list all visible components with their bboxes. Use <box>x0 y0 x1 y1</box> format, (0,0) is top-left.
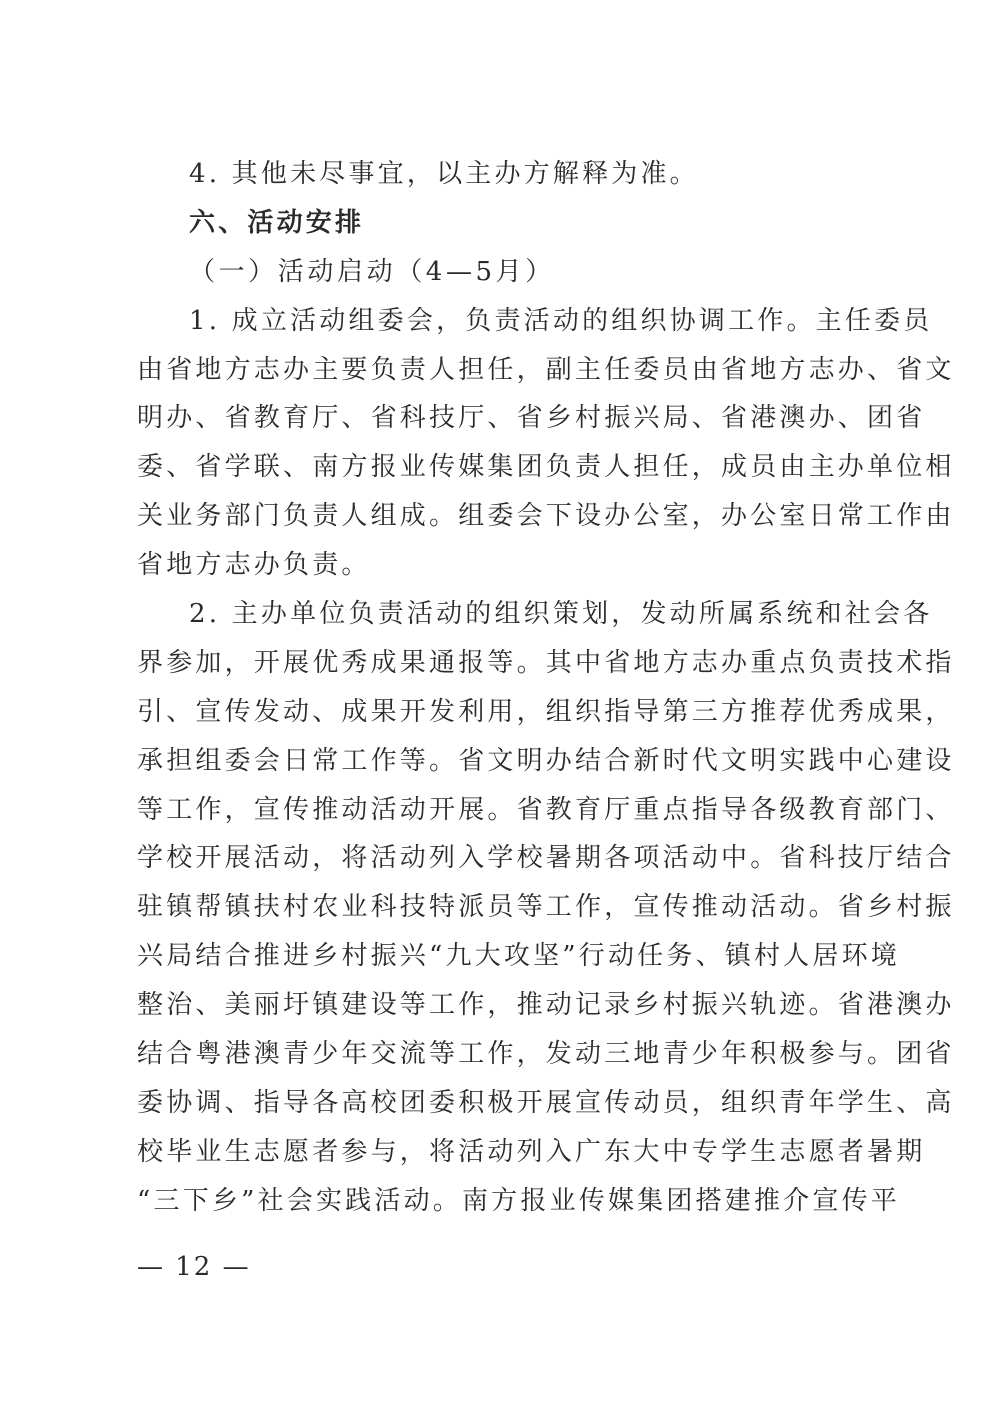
para1-line: 由省地方志办主要负责人担任，副主任委员由省地方志办、省文 <box>137 354 955 385</box>
para1-line: 明办、省教育厅、省科技厅、省乡村振兴局、省港澳办、团省 <box>137 403 926 434</box>
section-heading: 六、活动安排 <box>189 207 365 238</box>
para1-line: 1. 成立活动组委会，负责活动的组织协调工作。主任委员 <box>189 305 933 336</box>
para1-line: 委、省学联、南方报业传媒集团负责人担任，成员由主办单位相 <box>137 452 955 483</box>
para2-line: “三下乡”社会实践活动。南方报业传媒集团搭建推介宣传平 <box>137 1185 900 1216</box>
para2-line: 引、宣传发动、成果开发利用，组织指导第三方推荐优秀成果， <box>137 696 955 727</box>
para1-line: 关业务部门负责人组成。组委会下设办公室，办公室日常工作由 <box>137 501 955 532</box>
body-text <box>137 150 955 1226</box>
para2-line: 驻镇帮镇扶村农业科技特派员等工作，宣传推动活动。省乡村振 <box>137 892 955 923</box>
para1-line: 省地方志办负责。 <box>137 550 371 581</box>
para2-line: 等工作，宣传推动活动开展。省教育厅重点指导各级教育部门、 <box>137 794 955 825</box>
para2-line: 整治、美丽圩镇建设等工作，推动记录乡村振兴轨迹。省港澳办 <box>137 990 955 1021</box>
para2-line: 结合粤港澳青少年交流等工作，发动三地青少年积极参与。团省 <box>137 1039 955 1070</box>
para2-line: 界参加，开展优秀成果通报等。其中省地方志办重点负责技术指 <box>137 647 955 678</box>
para2-line: 承担组委会日常工作等。省文明办结合新时代文明实践中心建设 <box>137 745 955 776</box>
item-4: 4. 其他未尽事宜，以主办方解释为准。 <box>189 159 699 189</box>
para2-line: 2. 主办单位负责活动的组织策划，发动所属系统和社会各 <box>189 599 933 630</box>
para2-line: 校毕业生志愿者参与，将活动列入广东大中专学生志愿者暑期 <box>137 1136 926 1167</box>
para2-line: 学校开展活动，将活动列入学校暑期各项活动中。省科技厅结合 <box>137 843 955 874</box>
page-number: — 12 — <box>137 1252 251 1282</box>
para2-line: 兴局结合推进乡村振兴“九大攻坚”行动任务、镇村人居环境 <box>137 941 900 972</box>
sub-heading: （一）活动启动（4—5月） <box>189 256 555 287</box>
para2-line: 委协调、指导各高校团委积极开展宣传动员，组织青年学生、高 <box>137 1087 955 1118</box>
